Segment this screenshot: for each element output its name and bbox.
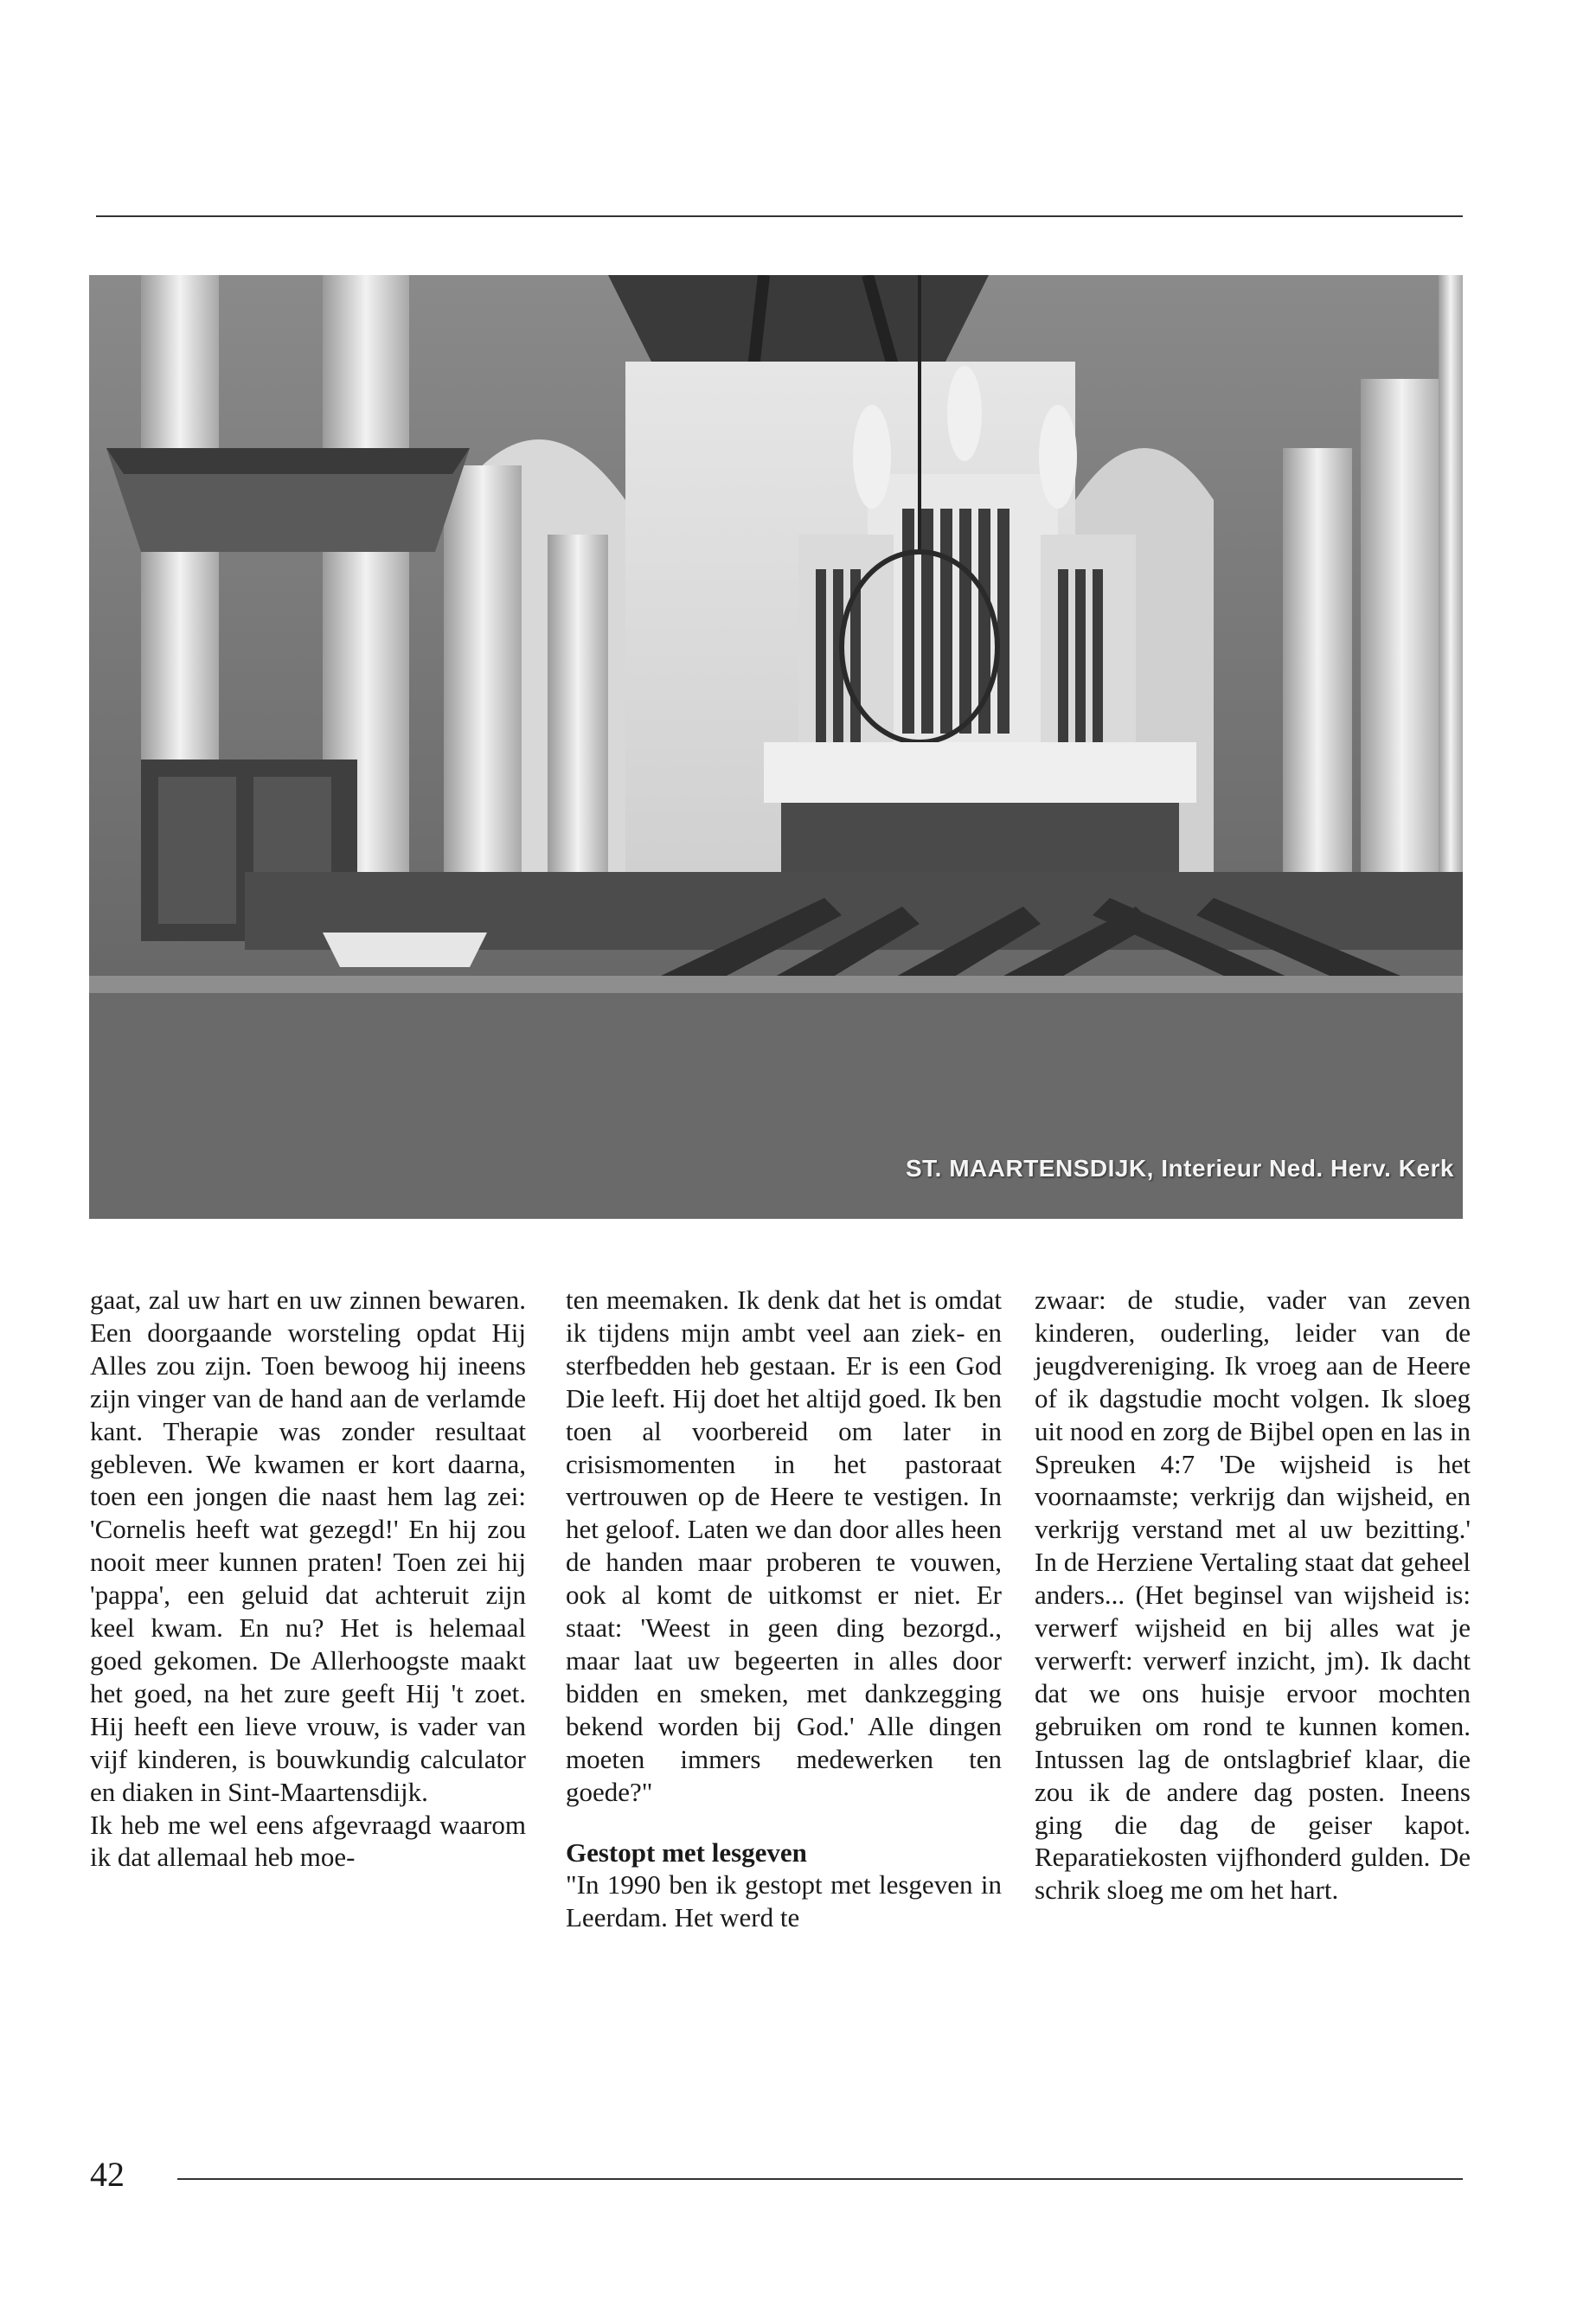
paragraph: ten meemaken. Ik denk dat het is omdat ik tijdens mijn ambt veel aan ziek- en sterfbedden heb gestaan. Er is een God Die leeft. Hij doet het altijd goed. Ik ben toen al voorbereid om later in crisismomenten in het pastoraat vertrouwen op de Heere te vestigen. In het geloof. Laten we dan door alles heen de handen maar proberen te vouwen, ook al komt de uitkomst er niet. Er staat: 'Weest in geen ding bezorgd., maar laat uw begeerten in alles door bidden en smeken, met dankzegging bekend worden bij God.' Alle dingen moeten immers medewerken ten goede?" — [566, 1285, 1002, 1807]
text-column-1 — [90, 1284, 526, 1874]
text-column-2 — [566, 1284, 1002, 1934]
section-heading: Gestopt met lesgeven — [566, 1836, 807, 1868]
page-number: 42 — [90, 2155, 125, 2194]
paragraph: "In 1990 ben ik gestopt met lesgeven in Leerdam. Het werd te — [566, 1869, 1002, 1933]
top-rule — [96, 215, 1463, 217]
paragraph: gaat, zal uw hart en uw zinnen bewaren. Een doorgaande worsteling opdat Hij Alles zou zijn. Toen bewoog hij ineens zijn vinger van de hand aan de verlamde kant. Therapie was zonder resultaat gebleven. We kwamen er kort daarna, toen een jongen die naast hem lag zei: 'Cornelis heeft wat gezegd!' En hij zou nooit meer kunnen praten! Toen zei hij 'pappa', een geluid dat achteruit zijn keel kwam. En nu? Het is helemaal goed gekomen. De Allerhoogste maakt het goed, na het zure geeft Hij 't zoet. Hij heeft een lieve vrouw, is vader van vijf kinderen, is bouwkundig calculator en diaken in Sint-Maartensdijk. — [90, 1285, 526, 1807]
bottom-rule — [177, 2178, 1463, 2180]
photo-illustration — [89, 275, 1463, 1219]
photo-caption: ST. MAARTENSDIJK, Interieur Ned. Herv. Kerk — [905, 1155, 1454, 1182]
text-column-3 — [1035, 1284, 1471, 1907]
paragraph: Ik heb me wel eens afgevraagd waarom ik dat allemaal heb moe- — [90, 1809, 526, 1873]
church-interior-photo — [89, 275, 1463, 1219]
paragraph: zwaar: de studie, vader van zeven kinderen, ouderling, leider van de jeugdvereniging. Ik vroeg aan de Heere of ik dagstudie mocht volgen. Ik sloeg uit nood en zorg de Bijbel open en las in Spreuken 4:7 'De wijsheid is het voornaamste; verkrijg dan wijsheid, en verkrijg verstand met al uw bezitting.' In de Herziene Vertaling staat dat geheel anders... (Het beginsel van wijsheid is: verwerf wijsheid en bij alles wat je verwerft: verwerf inzicht, jm). Ik dacht dat we ons huisje ervoor mochten gebruiken om rond te kunnen komen. Intussen lag de ontslagbrief klaar, die zou ik de andere dag posten. Ineens ging die dag de geiser kapot. Reparatiekosten vijfhonderd gulden. De schrik sloeg me om het hart. — [1035, 1285, 1471, 1906]
